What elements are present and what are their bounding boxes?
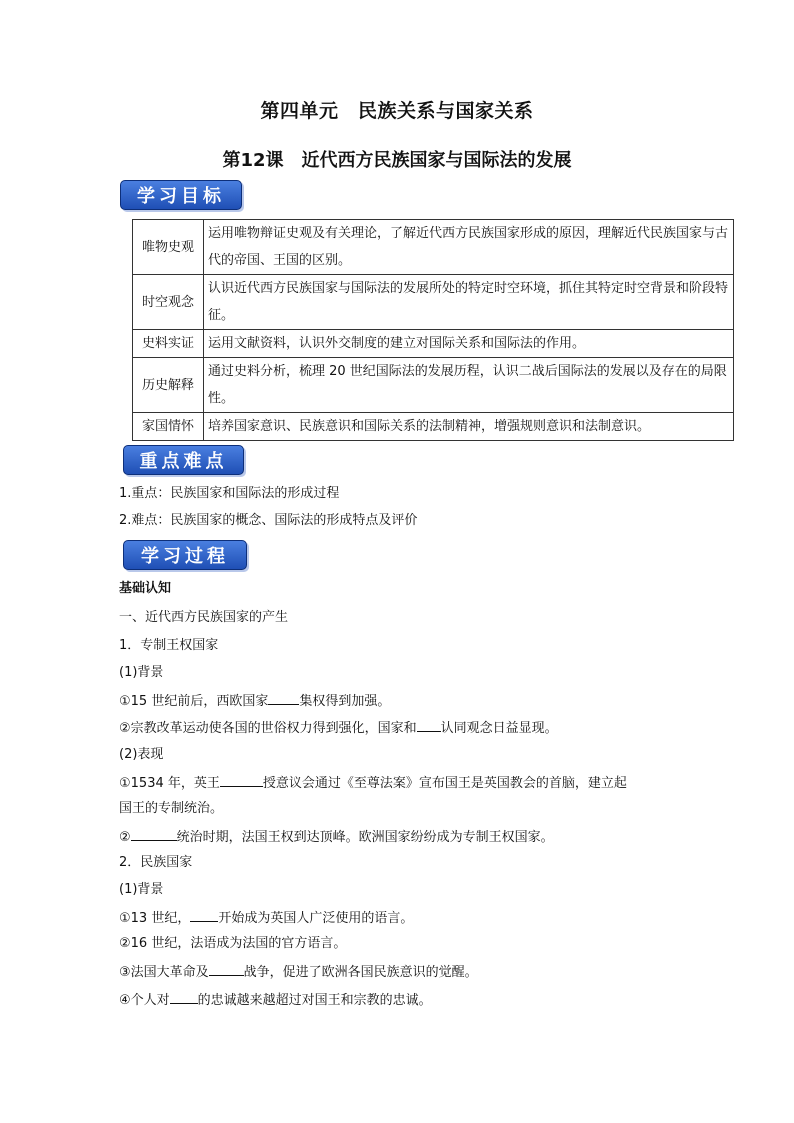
list-item: ②宗教改革运动使各国的世俗权力得到强化，国家和 认同观念日益显现。 [119, 717, 558, 739]
fill-blank[interactable] [268, 690, 299, 705]
fill-blank[interactable] [170, 989, 198, 1004]
goal-desc: 运用文献资料，认识外交制度的建立对国际关系和国际法的作用。 [204, 330, 734, 358]
table-row [133, 330, 734, 358]
table-row [133, 413, 734, 441]
goal-key: 家国情怀 [133, 413, 204, 441]
sub2-background: (1)背景 [119, 882, 164, 897]
sub2-title: 2．民族国家 [119, 855, 193, 870]
unit-title: 第四单元 民族关系与国家关系 [260, 100, 534, 122]
goal-key: 时空观念 [133, 275, 204, 330]
goal-desc: 培养国家意识、民族意识和国际关系的法制精神，增强规则意识和法制意识。 [204, 413, 734, 441]
list-item-continued: 国王的专制统治。 [119, 801, 224, 816]
list-item: ①15 世纪前后，西欧国家 集权得到加强。 [119, 690, 390, 712]
badge-learning-process: 学习过程 [123, 540, 247, 570]
goal-desc: 运用唯物辩证史观及有关理论，了解近代西方民族国家形成的原因，理解近代民族国家与古代的帝国、王国的区别。 [204, 220, 734, 275]
table-row [133, 220, 734, 275]
list-item: ①13 世纪， 开始成为英国人广泛使用的语言。 [119, 907, 413, 929]
key-point-2: 2.难点：民族国家的概念、国际法的形成特点及评价 [119, 513, 418, 528]
goal-key: 历史解释 [133, 358, 204, 413]
sub1-show: (2)表现 [119, 747, 164, 762]
goal-key: 唯物史观 [133, 220, 204, 275]
table-row [133, 275, 734, 330]
goal-desc: 认识近代西方民族国家与国际法的发展所处的特定时空环境，抓住其特定时空背景和阶段特征。 [204, 275, 734, 330]
lesson-title: 第12课 近代西方民族国家与国际法的发展 [222, 150, 572, 171]
part1-title: 一、近代西方民族国家的产生 [119, 610, 289, 625]
fill-blank[interactable] [190, 907, 218, 922]
list-item: ①1534 年，英王 授意议会通过《至尊法案》宣布国王是英国教会的首脑，建立起 [119, 772, 627, 794]
list-item: ④个人对 的忠诚越来越超过对国王和宗教的忠诚。 [119, 989, 432, 1011]
fill-blank[interactable] [209, 961, 244, 976]
badge-learning-goals: 学习目标 [120, 180, 242, 210]
sub1-background: (1)背景 [119, 665, 164, 680]
section-heading: 基础认知 [119, 581, 172, 596]
fill-blank[interactable] [131, 826, 177, 841]
goals-table [132, 219, 734, 441]
fill-blank[interactable] [220, 772, 263, 787]
list-item: ②16 世纪，法语成为法国的官方语言。 [119, 936, 347, 951]
sub1-title: 1．专制王权国家 [119, 638, 219, 653]
list-item: ② 统治时期，法国王权到达顶峰。欧洲国家纷纷成为专制王权国家。 [119, 826, 554, 848]
table-row [133, 358, 734, 413]
goal-key: 史料实证 [133, 330, 204, 358]
goal-desc: 通过史料分析，梳理 20 世纪国际法的发展历程，认识二战后国际法的发展以及存在的局限性。 [204, 358, 734, 413]
fill-blank[interactable] [417, 717, 441, 732]
list-item: ③法国大革命及 战争，促进了欧洲各国民族意识的觉醒。 [119, 961, 478, 983]
badge-key-points: 重点难点 [123, 445, 244, 475]
key-point-1: 1.重点：民族国家和国际法的形成过程 [119, 486, 340, 501]
